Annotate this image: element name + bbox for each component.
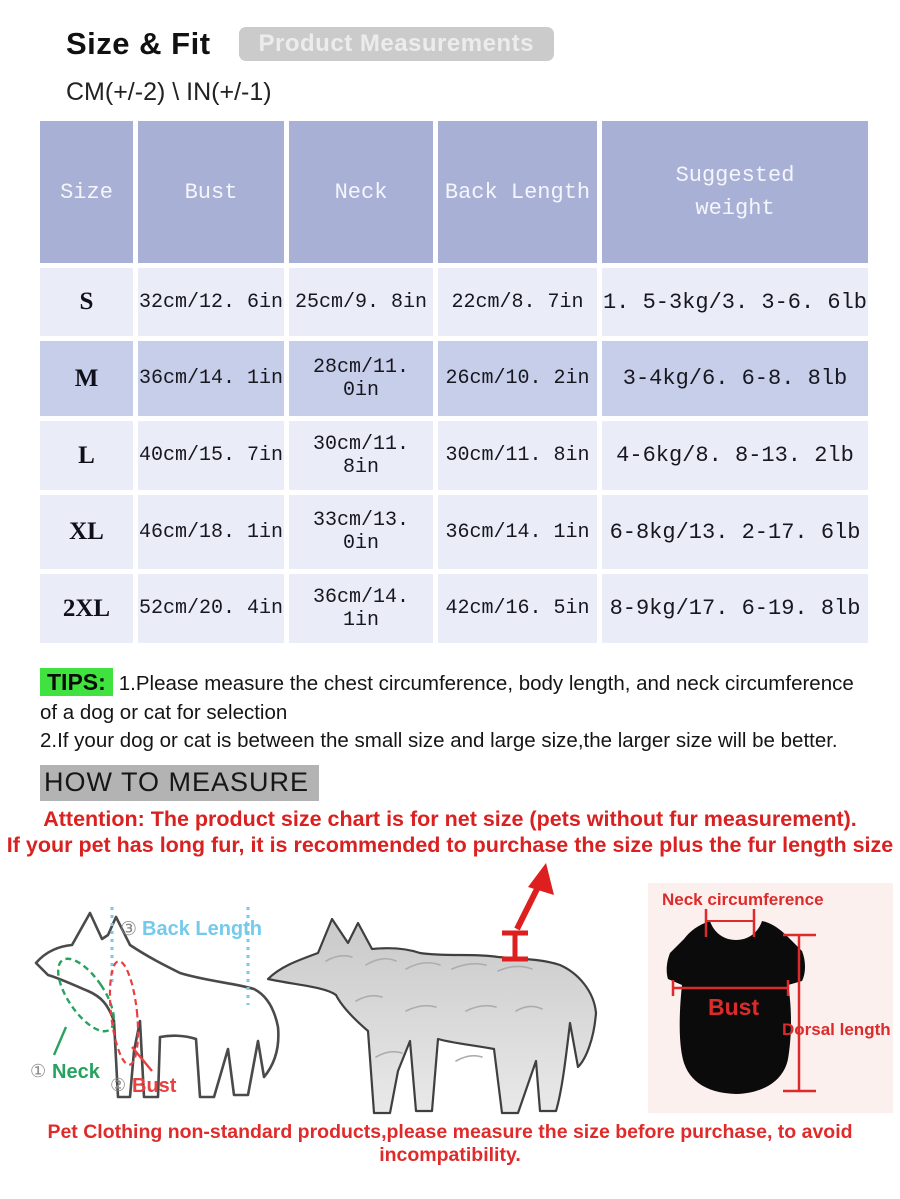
cell-size-xl: XL xyxy=(40,495,133,569)
cell-size-l: L xyxy=(40,421,133,490)
attention-line2: If your pet has long fur, it is recommended to purchase the size plus the fur length size xyxy=(6,833,894,858)
tips-label: TIPS: xyxy=(40,668,113,696)
garment-bust-label: Bust xyxy=(708,993,760,1020)
cell-bust-xl: 46cm/18. 1in xyxy=(138,495,284,569)
cell-back-length-l: 30cm/11. 8in xyxy=(438,421,597,490)
header-cell-neck: Neck xyxy=(289,121,433,263)
attention-line1: Attention: The product size chart is for net size (pets without fur measurement). xyxy=(43,807,857,832)
fur-arrow-head xyxy=(528,863,554,895)
cell-weight-xl: 6-8kg/13. 2-17. 6lb xyxy=(602,495,868,569)
header-suggested-weight-text: Suggested weight xyxy=(675,163,795,221)
measurement-figures xyxy=(0,861,900,1119)
cell-weight-s: 1. 5-3kg/3. 3-6. 6lb xyxy=(602,268,868,336)
tips-line1: 1.Please measure the chest circumference, body length, and neck circumference of a dog or cat for selection xyxy=(40,672,854,724)
cell-neck-m: 28cm/11. 0in xyxy=(289,341,433,416)
cell-size-m: M xyxy=(40,341,133,416)
garment-measure-figure xyxy=(648,883,893,1113)
size-table xyxy=(40,121,868,643)
cell-size-2xl: 2XL xyxy=(40,574,133,643)
neck-number: ① xyxy=(30,1060,47,1082)
cell-bust-2xl: 52cm/20. 4in xyxy=(138,574,284,643)
tips-section xyxy=(40,667,860,755)
furry-dog-body xyxy=(268,919,596,1113)
page-header xyxy=(0,0,900,62)
cell-size-s: S xyxy=(40,268,133,336)
back-length-number: ③ xyxy=(120,917,138,940)
attention-note xyxy=(0,807,900,859)
page-title: Size & Fit xyxy=(66,26,211,61)
cell-weight-m: 3-4kg/6. 6-8. 8lb xyxy=(602,341,868,416)
cell-back-length-m: 26cm/10. 2in xyxy=(438,341,597,416)
neck-pointer-line xyxy=(54,1027,66,1055)
cell-back-length-xl: 36cm/14. 1in xyxy=(438,495,597,569)
fur-arrow-line xyxy=(517,883,540,929)
bust-number: ② xyxy=(110,1074,127,1096)
cell-neck-2xl: 36cm/14. 1in xyxy=(289,574,433,643)
cell-back-length-s: 22cm/8. 7in xyxy=(438,268,597,336)
header-cell-size: Size xyxy=(40,121,133,263)
product-measurements-badge: Product Measurements xyxy=(239,27,554,61)
header-cell-suggested-weight xyxy=(602,121,868,263)
cell-bust-s: 32cm/12. 6in xyxy=(138,268,284,336)
dog-outline-figure xyxy=(8,899,288,1111)
back-length-label: Back Length xyxy=(142,917,263,940)
cell-bust-l: 40cm/15. 7in xyxy=(138,421,284,490)
neck-label: Neck xyxy=(52,1060,100,1083)
footer-note: Pet Clothing non-standard products,please measure the size before purchase, to avoid incompatibility. xyxy=(47,1120,853,1166)
cell-neck-l: 30cm/11. 8in xyxy=(289,421,433,490)
header-cell-bust: Bust xyxy=(138,121,284,263)
cell-weight-l: 4-6kg/8. 8-13. 2lb xyxy=(602,421,868,490)
garment-dorsal-label: Dorsal length xyxy=(782,1019,891,1039)
cell-bust-m: 36cm/14. 1in xyxy=(138,341,284,416)
tips-line2: 2.If your dog or cat is between the small size and large size,the larger size will be better. xyxy=(40,729,838,753)
how-to-measure-heading: HOW TO MEASURE xyxy=(40,765,319,801)
cell-neck-s: 25cm/9. 8in xyxy=(289,268,433,336)
furry-dog-figure xyxy=(256,861,628,1117)
garment-neck-label: Neck circumference xyxy=(662,889,824,909)
header-cell-back-length: Back Length xyxy=(438,121,597,263)
unit-tolerance-note: CM(+/-2) \ IN(+/-1) xyxy=(66,78,272,106)
cell-back-length-2xl: 42cm/16. 5in xyxy=(438,574,597,643)
cell-neck-xl: 33cm/13. 0in xyxy=(289,495,433,569)
bust-label: Bust xyxy=(132,1074,177,1097)
cell-weight-2xl: 8-9kg/17. 6-19. 8lb xyxy=(602,574,868,643)
